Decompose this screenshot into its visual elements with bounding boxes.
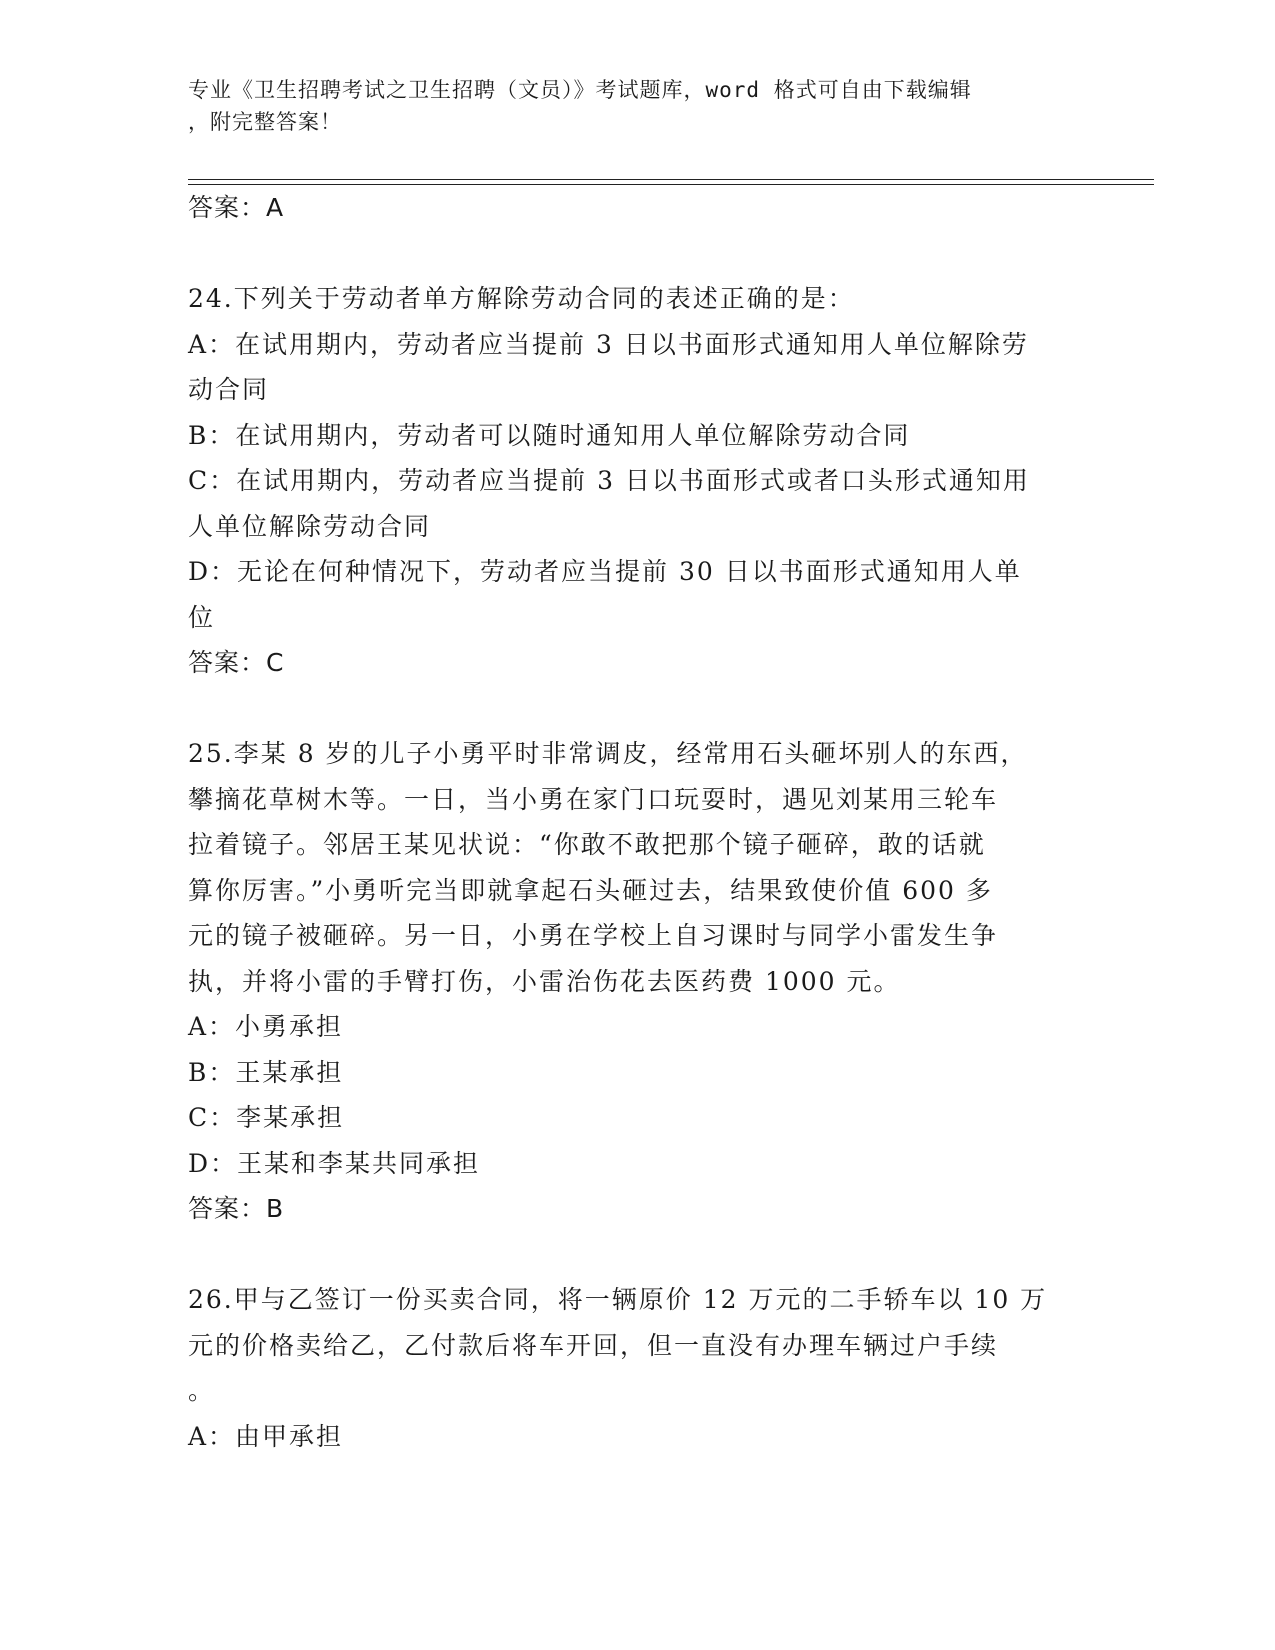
question-text: 25.李某 8 岁的儿子小勇平时非常调皮，经常用石头砸坏别人的东西， bbox=[188, 739, 1028, 768]
option-c: C：在试用期内，劳动者应当提前 3 日以书面形式或者口头形式通知用 bbox=[188, 466, 1030, 495]
option-a: A：在试用期内，劳动者应当提前 3 日以书面形式通知用人单位解除劳 bbox=[188, 329, 1029, 359]
option-a: A：由甲承担 bbox=[188, 1421, 344, 1451]
option-d-cont: 位 bbox=[188, 602, 216, 632]
question-text: 攀摘花草树木等。一日，当小勇在家门口玩耍时，遇见刘某用三轮车 bbox=[188, 784, 999, 814]
question-text: 执，并将小雷的手臂打伤，小雷治伤花去医药费 1000 元。 bbox=[188, 966, 901, 996]
question-text: 元的镜子被砸碎。另一日，小勇在学校上自习课时与同学小雷发生争 bbox=[188, 921, 999, 950]
option-c: C：李某承担 bbox=[188, 1103, 345, 1132]
question-text: 。 bbox=[188, 1376, 216, 1405]
option-d: D：无论在何种情况下，劳动者应当提前 30 日以书面形式通知用人单 bbox=[188, 557, 1022, 586]
answer-line: 答案：C bbox=[188, 648, 285, 677]
option-d: D：王某和李某共同承担 bbox=[188, 1148, 481, 1178]
answer-line: 答案：A bbox=[188, 193, 285, 222]
answer-line: 答案：B bbox=[188, 1194, 285, 1223]
option-a: A：小勇承担 bbox=[188, 1012, 344, 1041]
header-line-1: 专业《卫生招聘考试之卫生招聘（文员）》考试题库，word 格式可自由下载编辑 bbox=[188, 78, 972, 102]
document-body bbox=[188, 185, 1088, 1459]
option-a-cont: 动合同 bbox=[188, 375, 270, 404]
question-block bbox=[188, 276, 1088, 686]
option-b: B：王某承担 bbox=[188, 1057, 344, 1087]
spacer bbox=[188, 231, 1088, 277]
question-block bbox=[188, 731, 1088, 1232]
question-block bbox=[188, 1277, 1088, 1459]
question-text: 算你厉害。”小勇听完当即就拿起石头砸过去，结果致使价值 600 多 bbox=[188, 875, 993, 905]
option-b: B：在试用期内，劳动者可以随时通知用人单位解除劳动合同 bbox=[188, 420, 911, 450]
spacer bbox=[188, 1232, 1088, 1278]
header-line-2: ，附完整答案！ bbox=[188, 110, 342, 134]
option-c-cont: 人单位解除劳动合同 bbox=[188, 511, 432, 541]
question-text: 拉着镜子。邻居王某见状说：“你敢不敢把那个镜子砸碎，敢的话就 bbox=[188, 830, 986, 859]
header-divider-top bbox=[188, 179, 1154, 180]
document-header bbox=[188, 74, 1088, 138]
question-text: 24.下列关于劳动者单方解除劳动合同的表述正确的是： bbox=[188, 284, 855, 313]
spacer bbox=[188, 686, 1088, 732]
question-text: 元的价格卖给乙，乙付款后将车开回，但一直没有办理车辆过户手续 bbox=[188, 1330, 999, 1360]
question-text: 26.甲与乙签订一份买卖合同，将一辆原价 12 万元的二手轿车以 10 万 bbox=[188, 1285, 1048, 1314]
